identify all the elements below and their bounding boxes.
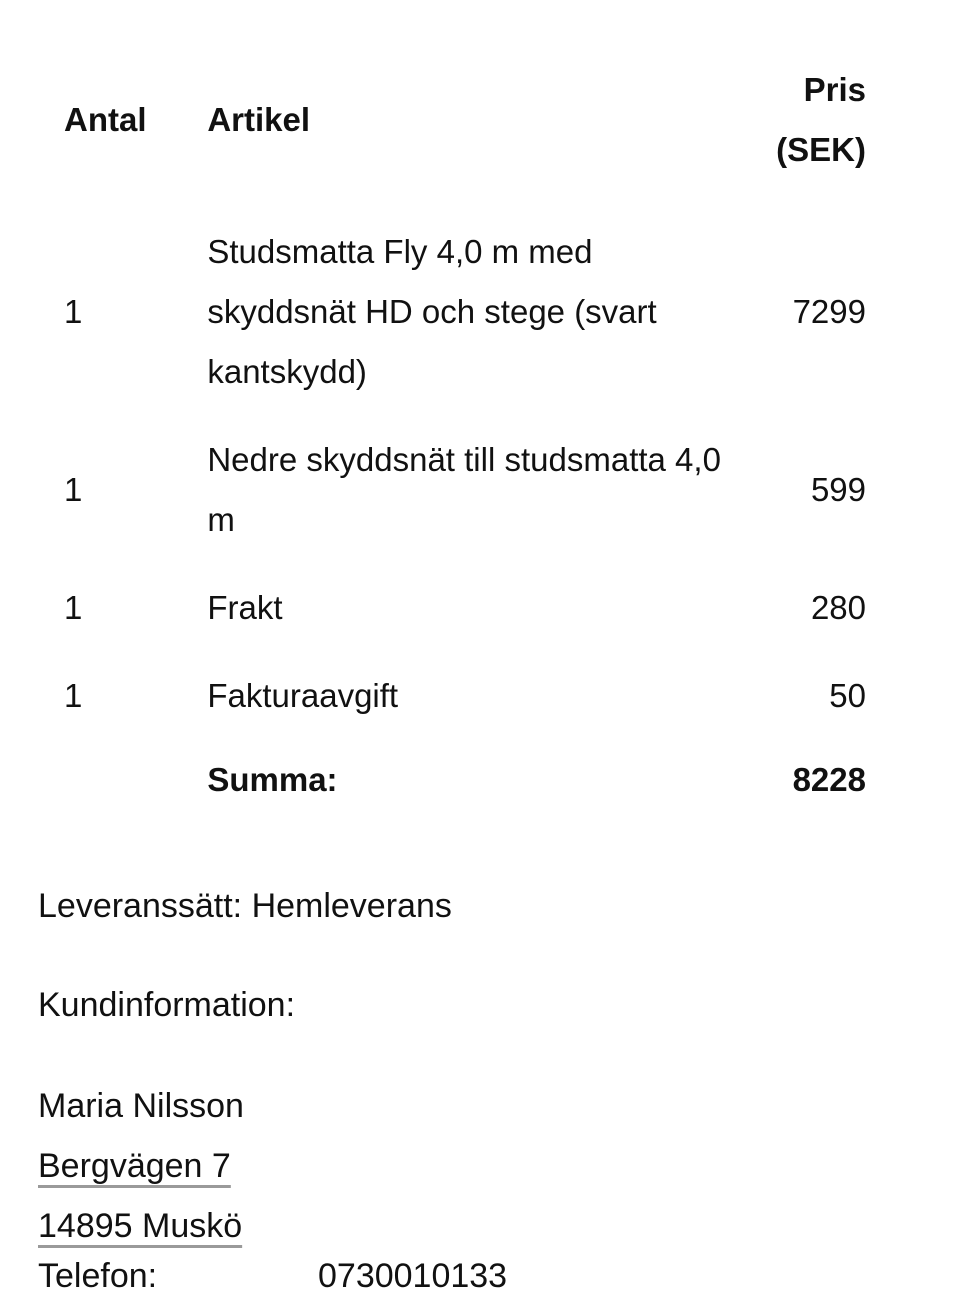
phone-label: Telefon: — [38, 1257, 158, 1295]
row-price: 50 — [829, 677, 866, 714]
row-quantity: 1 — [64, 293, 83, 330]
customer-phone-row — [38, 1246, 507, 1306]
customer-street-link[interactable]: Bergvägen 7 — [38, 1147, 231, 1185]
delivery-method: Leveranssätt: Hemleverans — [38, 887, 452, 925]
customer-name: Maria Nilsson — [38, 1087, 244, 1125]
header-article: Artikel — [207, 101, 311, 138]
table-row — [40, 564, 890, 652]
phone-value[interactable]: 0730010133 — [318, 1257, 508, 1295]
row-price: 280 — [810, 589, 866, 626]
sum-value: 8228 — [792, 761, 866, 798]
row-price: 599 — [810, 471, 866, 508]
row-article: Frakt — [207, 589, 283, 626]
table-row — [40, 416, 890, 564]
customer-address-block — [38, 1076, 244, 1256]
row-article: Fakturaavgift — [207, 677, 399, 714]
row-article: Nedre skyddsnät till studsmatta 4,0 m — [207, 441, 721, 538]
row-quantity: 1 — [64, 471, 83, 508]
header-price-line2: (SEK) — [776, 131, 866, 168]
row-price: 7299 — [792, 293, 866, 330]
sum-row — [40, 740, 890, 824]
customer-heading: Kundinformation: — [38, 986, 296, 1024]
row-quantity: 1 — [64, 677, 83, 714]
header-price-line1: Pris — [803, 71, 866, 108]
header-price — [731, 40, 890, 208]
sum-label: Summa: — [207, 761, 338, 798]
row-quantity: 1 — [64, 589, 83, 626]
row-article: Studsmatta Fly 4,0 m med skyddsnät HD och stege (svart kantskydd) — [207, 233, 657, 390]
customer-postal-city-link[interactable]: 14895 Muskö — [38, 1207, 243, 1245]
sum-empty-cell — [40, 740, 207, 824]
table-header-row — [40, 40, 890, 208]
header-quantity: Antal — [64, 101, 147, 138]
table-row — [40, 208, 890, 416]
order-table — [40, 40, 890, 824]
table-row — [40, 652, 890, 740]
